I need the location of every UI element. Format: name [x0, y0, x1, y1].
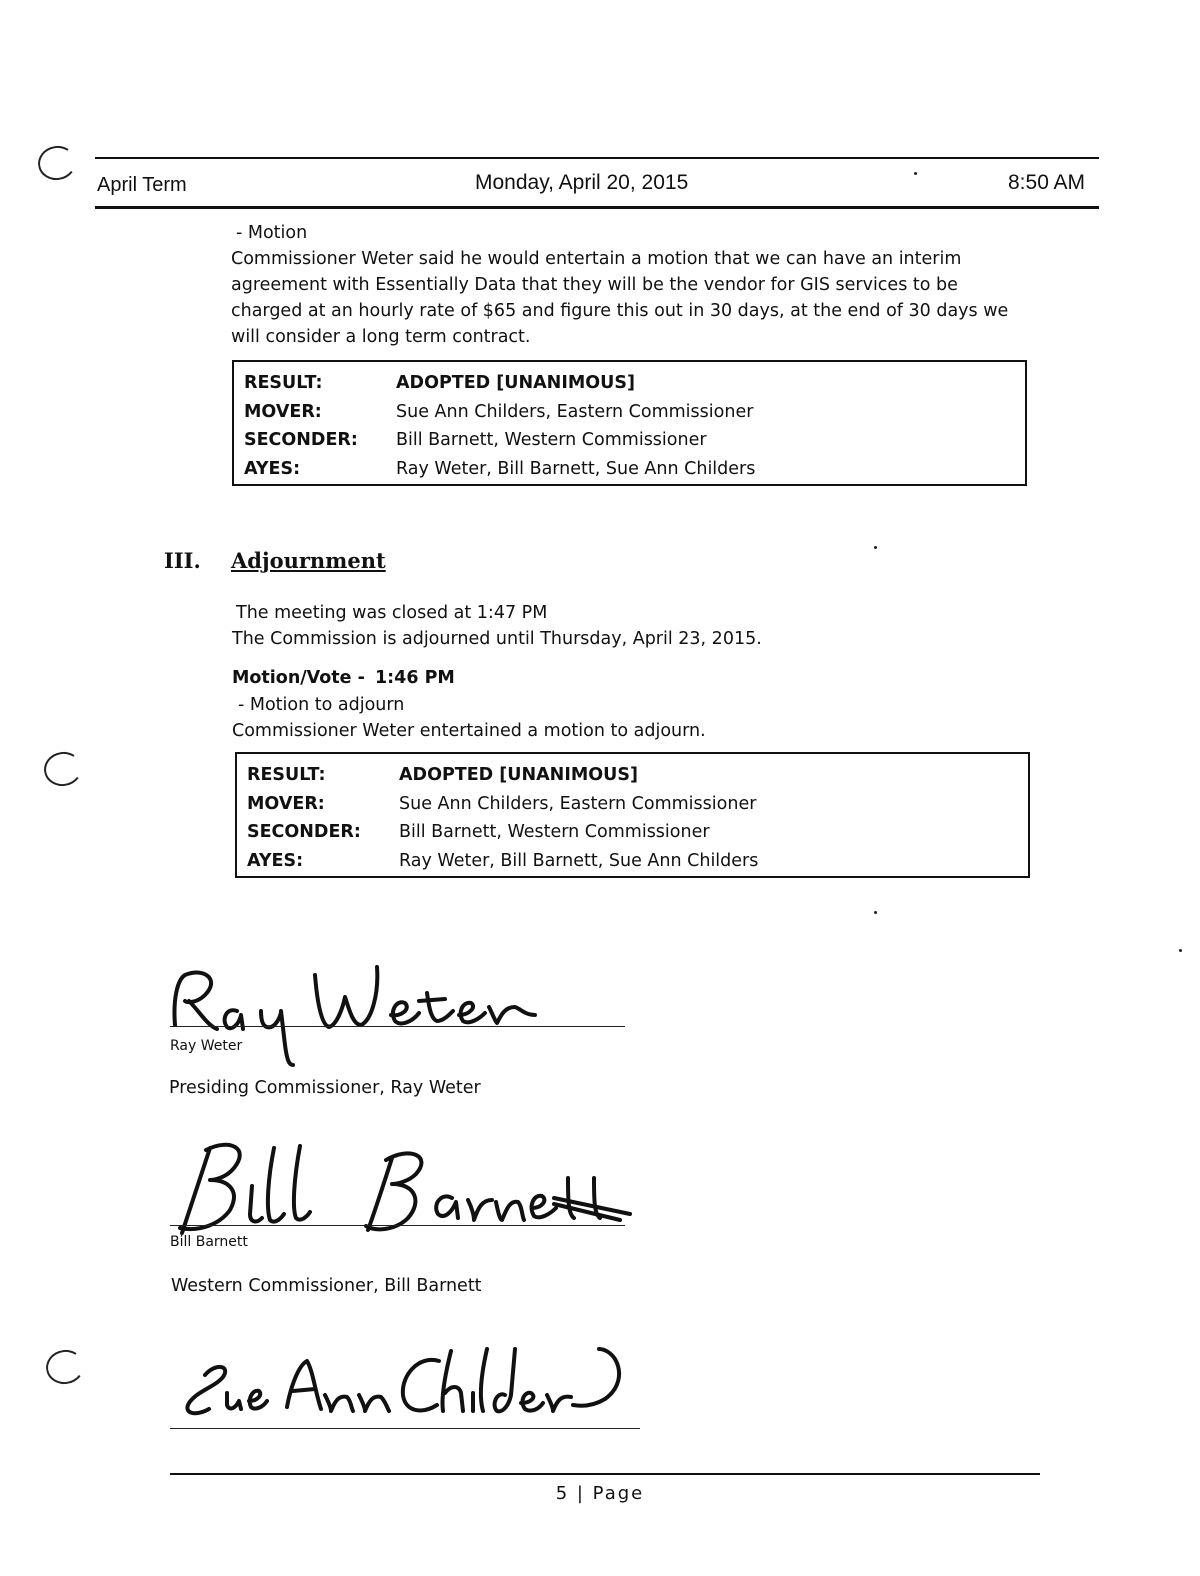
signature-title-weter: Presiding Commissioner, Ray Weter [169, 1078, 481, 1098]
vote-label: MOVER: [244, 401, 322, 422]
vote-value: Sue Ann Childers, Eastern Commissioner [396, 401, 754, 422]
scan-speck [914, 172, 917, 175]
signature-name-barnett: Bill Barnett [170, 1234, 248, 1250]
signature-line-childers [170, 1428, 640, 1429]
header-term: April Term [97, 174, 187, 196]
meeting-closed-text: The meeting was closed at 1:47 PM [236, 603, 548, 623]
section-title: Adjournment [231, 548, 386, 573]
punch-hole-middle [41, 749, 84, 789]
adjourned-text: The Commission is adjourned until Thursday, April 23, 2015. [232, 629, 762, 649]
vote-row-result [244, 369, 1015, 398]
vote-label: RESULT: [247, 765, 326, 786]
vote-row-ayes [247, 847, 1018, 876]
vote-value: Bill Barnett, Western Commissioner [396, 430, 707, 451]
vote-value: Ray Weter, Bill Barnett, Sue Ann Childers [399, 850, 759, 871]
motion-vote-label: Motion/Vote - [232, 668, 365, 688]
vote-value: Bill Barnett, Western Commissioner [399, 822, 710, 843]
motion-vote-line [232, 665, 1032, 691]
header-date: Monday, April 20, 2015 [475, 171, 689, 194]
vote-table-motion [232, 360, 1027, 486]
punch-hole-top [35, 143, 78, 183]
footer-rule [170, 1473, 1040, 1475]
header-rule-top [95, 157, 1099, 159]
adjourn-motion-text: Commissioner Weter entertained a motion to adjourn. [232, 721, 706, 741]
vote-row-mover [247, 790, 1018, 819]
page-number: 5 | Page [555, 1483, 645, 1504]
vote-value: Ray Weter, Bill Barnett, Sue Ann Childers [396, 458, 756, 479]
signature-line-barnett [170, 1225, 625, 1226]
vote-label: MOVER: [247, 793, 325, 814]
vote-value: ADOPTED [UNANIMOUS] [396, 373, 635, 394]
vote-row-ayes [244, 455, 1015, 484]
adjourn-motion-label: - Motion to adjourn [238, 695, 405, 715]
punch-hole-bottom [43, 1347, 86, 1387]
signature-title-barnett: Western Commissioner, Bill Barnett [171, 1276, 482, 1296]
motion-vote-time: 1:46 PM [374, 668, 455, 688]
scan-speck [1179, 949, 1182, 952]
signature-bill-barnett [170, 1128, 630, 1248]
signature-ray-weter [165, 945, 565, 1075]
vote-value: ADOPTED [UNANIMOUS] [399, 765, 638, 786]
vote-row-seconder [244, 426, 1015, 455]
vote-row-seconder [247, 818, 1018, 847]
vote-label: AYES: [247, 850, 304, 871]
section-numeral: III. [164, 548, 201, 573]
header-rule-bottom [95, 206, 1099, 209]
motion-label: - Motion [236, 223, 308, 243]
vote-value: Sue Ann Childers, Eastern Commissioner [399, 793, 757, 814]
vote-label: SECONDER: [244, 430, 358, 451]
vote-table-adjourn [235, 752, 1030, 878]
vote-label: AYES: [244, 458, 301, 479]
vote-row-result [247, 761, 1018, 790]
vote-label: SECONDER: [247, 822, 361, 843]
signature-line-weter [170, 1026, 625, 1027]
vote-label: RESULT: [244, 373, 323, 394]
vote-row-mover [244, 398, 1015, 427]
scan-speck [874, 546, 877, 549]
motion-text: Commissioner Weter said he would entertain a motion that we can have an interim agreement with Essentially Data that they will be the vendor for GIS services to be charged at an hourly rate of $65 and figure this out in 30 days, at the end of 30 days we will consider a long term contract. [231, 249, 1009, 347]
scan-speck [874, 911, 877, 914]
signature-sue-ann-childers [175, 1335, 635, 1425]
signature-name-weter: Ray Weter [170, 1038, 243, 1054]
header-time: 8:50 AM [1008, 171, 1086, 194]
